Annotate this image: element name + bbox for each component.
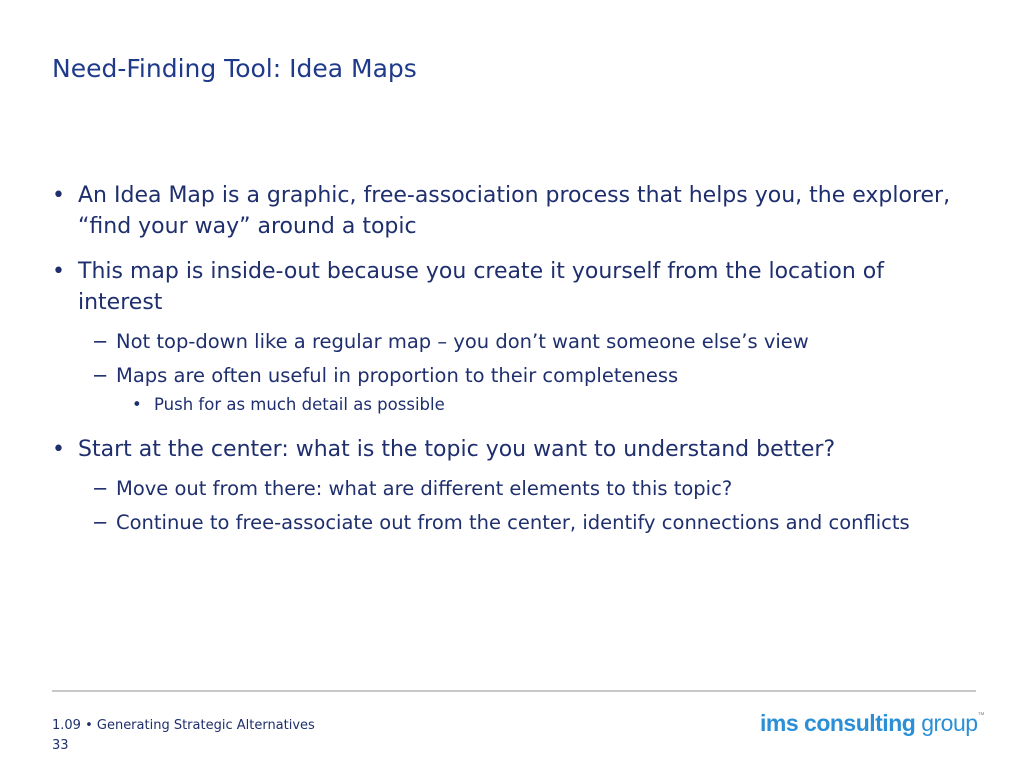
company-logo [760,710,984,737]
bullet-start-center [52,434,972,465]
bullet-text: This map is inside-out because you create it yourself from the location of interest [78,259,884,315]
footer-divider [52,690,976,692]
sub-sub-bullet-detail [52,394,972,416]
dash-marker: − [92,477,109,500]
bullet-inside-out [52,256,972,318]
bullet-marker: • [132,395,142,414]
sub-bullet-text: Move out from there: what are different elements to this topic? [116,477,733,500]
sub-bullet-text: Maps are often useful in proportion to their completeness [116,364,679,387]
sub-bullet-completeness [52,362,972,389]
footer-section-label: 1.09 • Generating Strategic Alternatives [52,718,315,733]
sub-bullet-free-associate [52,509,972,536]
logo-part-consulting: consulting [804,710,922,736]
bullet-marker: • [52,259,65,284]
slide-body [52,180,972,547]
bullet-text: An Idea Map is a graphic, free-association process that helps you, the explorer, “find your way” around a topic [78,183,951,239]
bullet-marker: • [52,183,65,208]
dash-marker: − [92,364,109,387]
dash-marker: − [92,511,109,534]
sub-sub-bullet-text: Push for as much detail as possible [154,395,445,414]
footer-info [52,716,315,756]
bullet-idea-map-definition [52,180,972,242]
bullet-marker: • [52,437,65,462]
logo-trademark: ™ [977,712,985,719]
sub-bullet-move-out [52,475,972,502]
sub-bullet-text: Not top-down like a regular map – you don’t want someone else’s view [116,330,809,353]
page-number: 33 [52,738,69,753]
sub-bullet-not-top-down [52,328,972,355]
logo-part-group: group [921,710,978,736]
dash-marker: − [92,330,109,353]
slide-title: Need-Finding Tool: Idea Maps [52,54,417,83]
logo-part-ims: ims [760,710,805,736]
bullet-text: Start at the center: what is the topic you want to understand better? [78,437,836,462]
sub-bullet-text: Continue to free-associate out from the center, identify connections and conflicts [116,511,910,534]
